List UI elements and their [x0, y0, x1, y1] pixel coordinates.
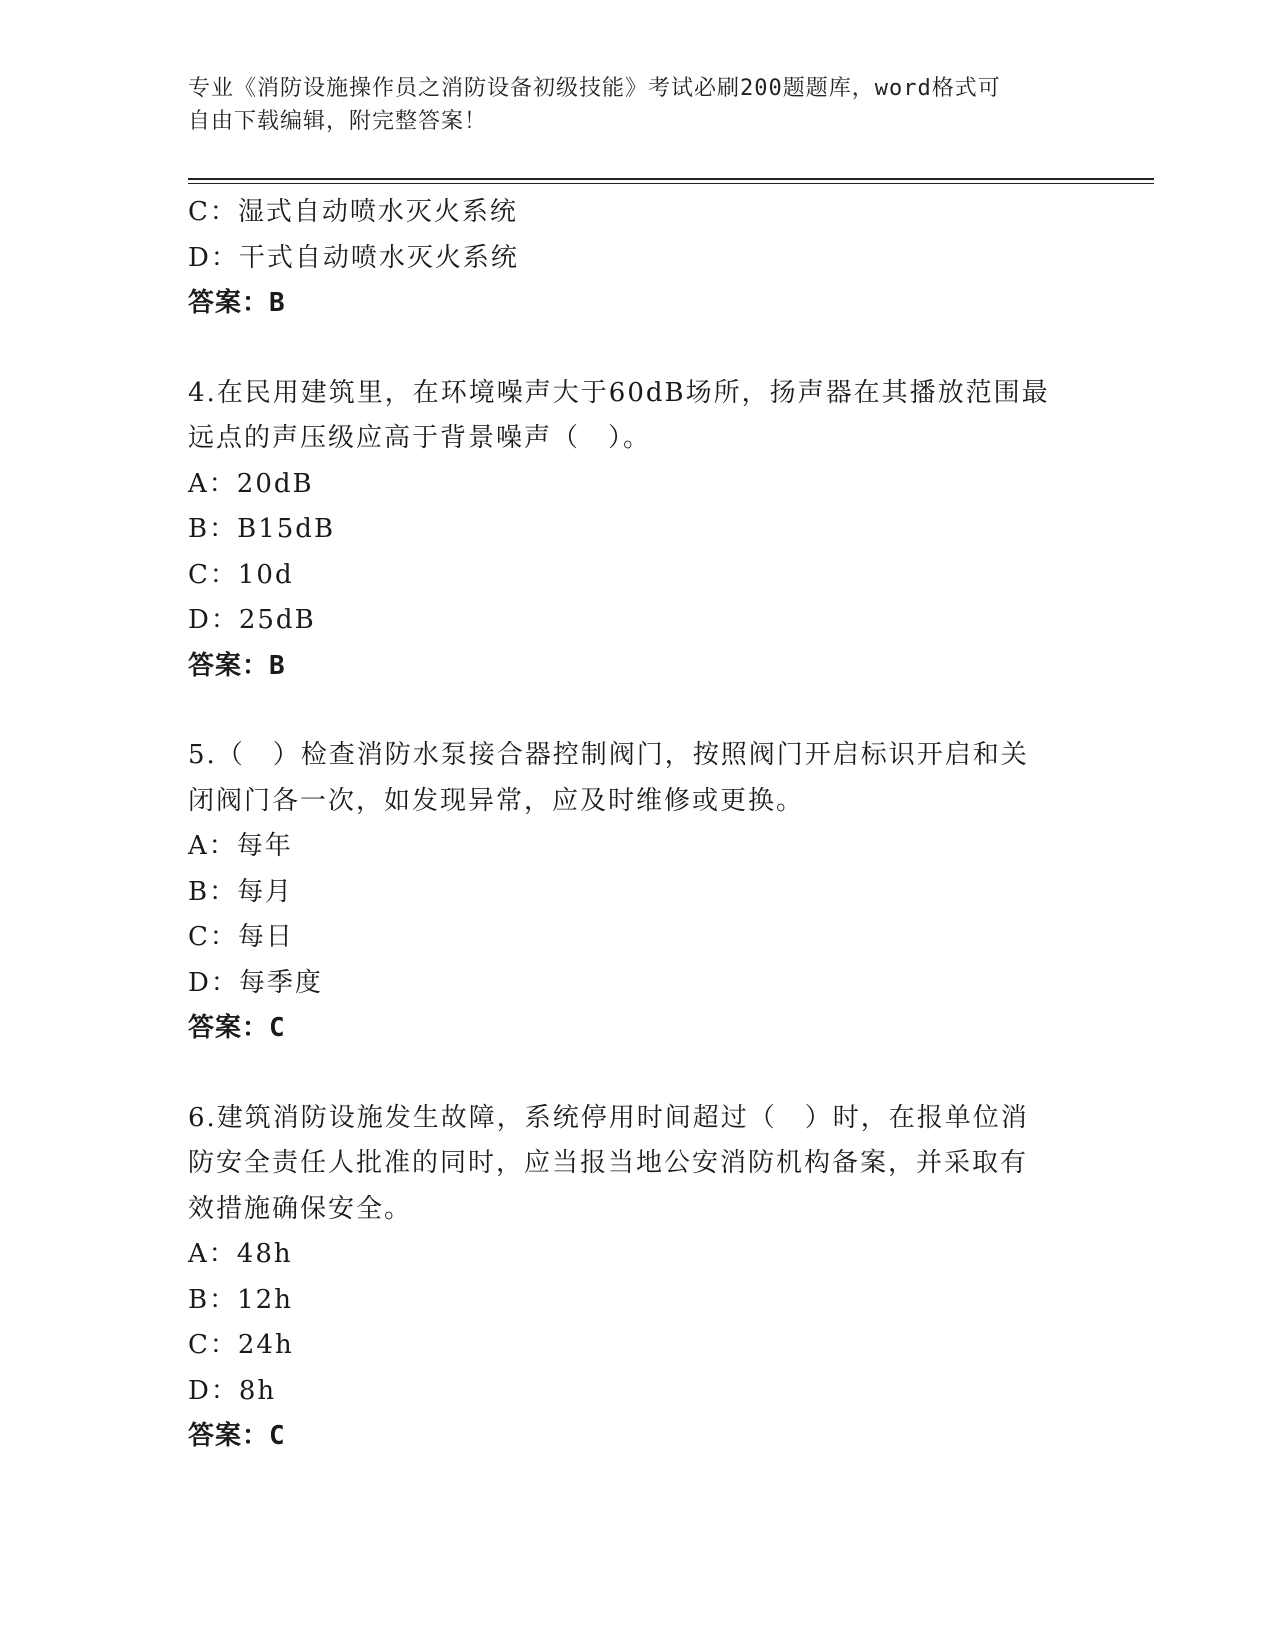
- document-header: [188, 72, 1088, 138]
- option-a: A：48h: [188, 1239, 293, 1269]
- question-text-line: 4.在民用建筑里，在环境噪声大于60dB场所，扬声器在其播放范围最: [188, 377, 1050, 408]
- option-b: B：每月: [188, 876, 294, 907]
- option-d: D：干式自动喷水灭火系统: [188, 242, 519, 273]
- question-6: [188, 1096, 1088, 1460]
- option-b: B：12h: [188, 1284, 293, 1315]
- question-4: [188, 371, 1088, 690]
- spacer: [188, 327, 1088, 371]
- option-a: A：每年: [188, 831, 293, 861]
- option-d: D：8h: [188, 1375, 277, 1406]
- question-text-line: 远点的声压级应高于背景噪声（ ）。: [188, 423, 652, 453]
- option-d: D：25dB: [188, 605, 316, 635]
- spacer: [188, 689, 1088, 733]
- option-c: C：每日: [188, 922, 294, 952]
- question-text-line: 6.建筑消防设施发生故障，系统停用时间超过（ ）时，在报单位消: [188, 1102, 1029, 1133]
- option-c: C：10d: [188, 559, 294, 590]
- answer-label: 答案：C: [188, 1013, 286, 1043]
- header-line-1: 专业《消防设施操作员之消防设备初级技能》考试必刷200题题库，word格式可: [188, 76, 1001, 101]
- header-line-2: 自由下载编辑，附完整答案！: [188, 109, 488, 134]
- question-text-line: 闭阀门各一次，如发现异常，应及时维修或更换。: [188, 785, 805, 816]
- question-3-continued: [188, 190, 1088, 327]
- option-c: C：24h: [188, 1330, 294, 1360]
- answer-label: 答案：C: [188, 1421, 286, 1451]
- option-c: C：湿式自动喷水灭火系统: [188, 197, 518, 227]
- question-text-line: 防安全责任人批准的同时，应当报当地公安消防机构备案，并采取有: [188, 1148, 1029, 1178]
- option-d: D：每季度: [188, 967, 323, 998]
- answer-label: 答案：B: [188, 288, 286, 318]
- header-rule-thin: [188, 183, 1154, 184]
- document-body: [188, 190, 1088, 1460]
- option-b: B：B15dB: [188, 514, 336, 544]
- spacer: [188, 1052, 1088, 1096]
- option-a: A：20dB: [188, 468, 314, 499]
- question-text-line: 5.（ ）检查消防水泵接合器控制阀门，按照阀门开启标识开启和关: [188, 740, 1029, 770]
- question-text-line: 效措施确保安全。: [188, 1193, 413, 1224]
- header-rule-thick: [188, 178, 1154, 180]
- question-5: [188, 733, 1088, 1052]
- answer-label: 答案：B: [188, 650, 286, 681]
